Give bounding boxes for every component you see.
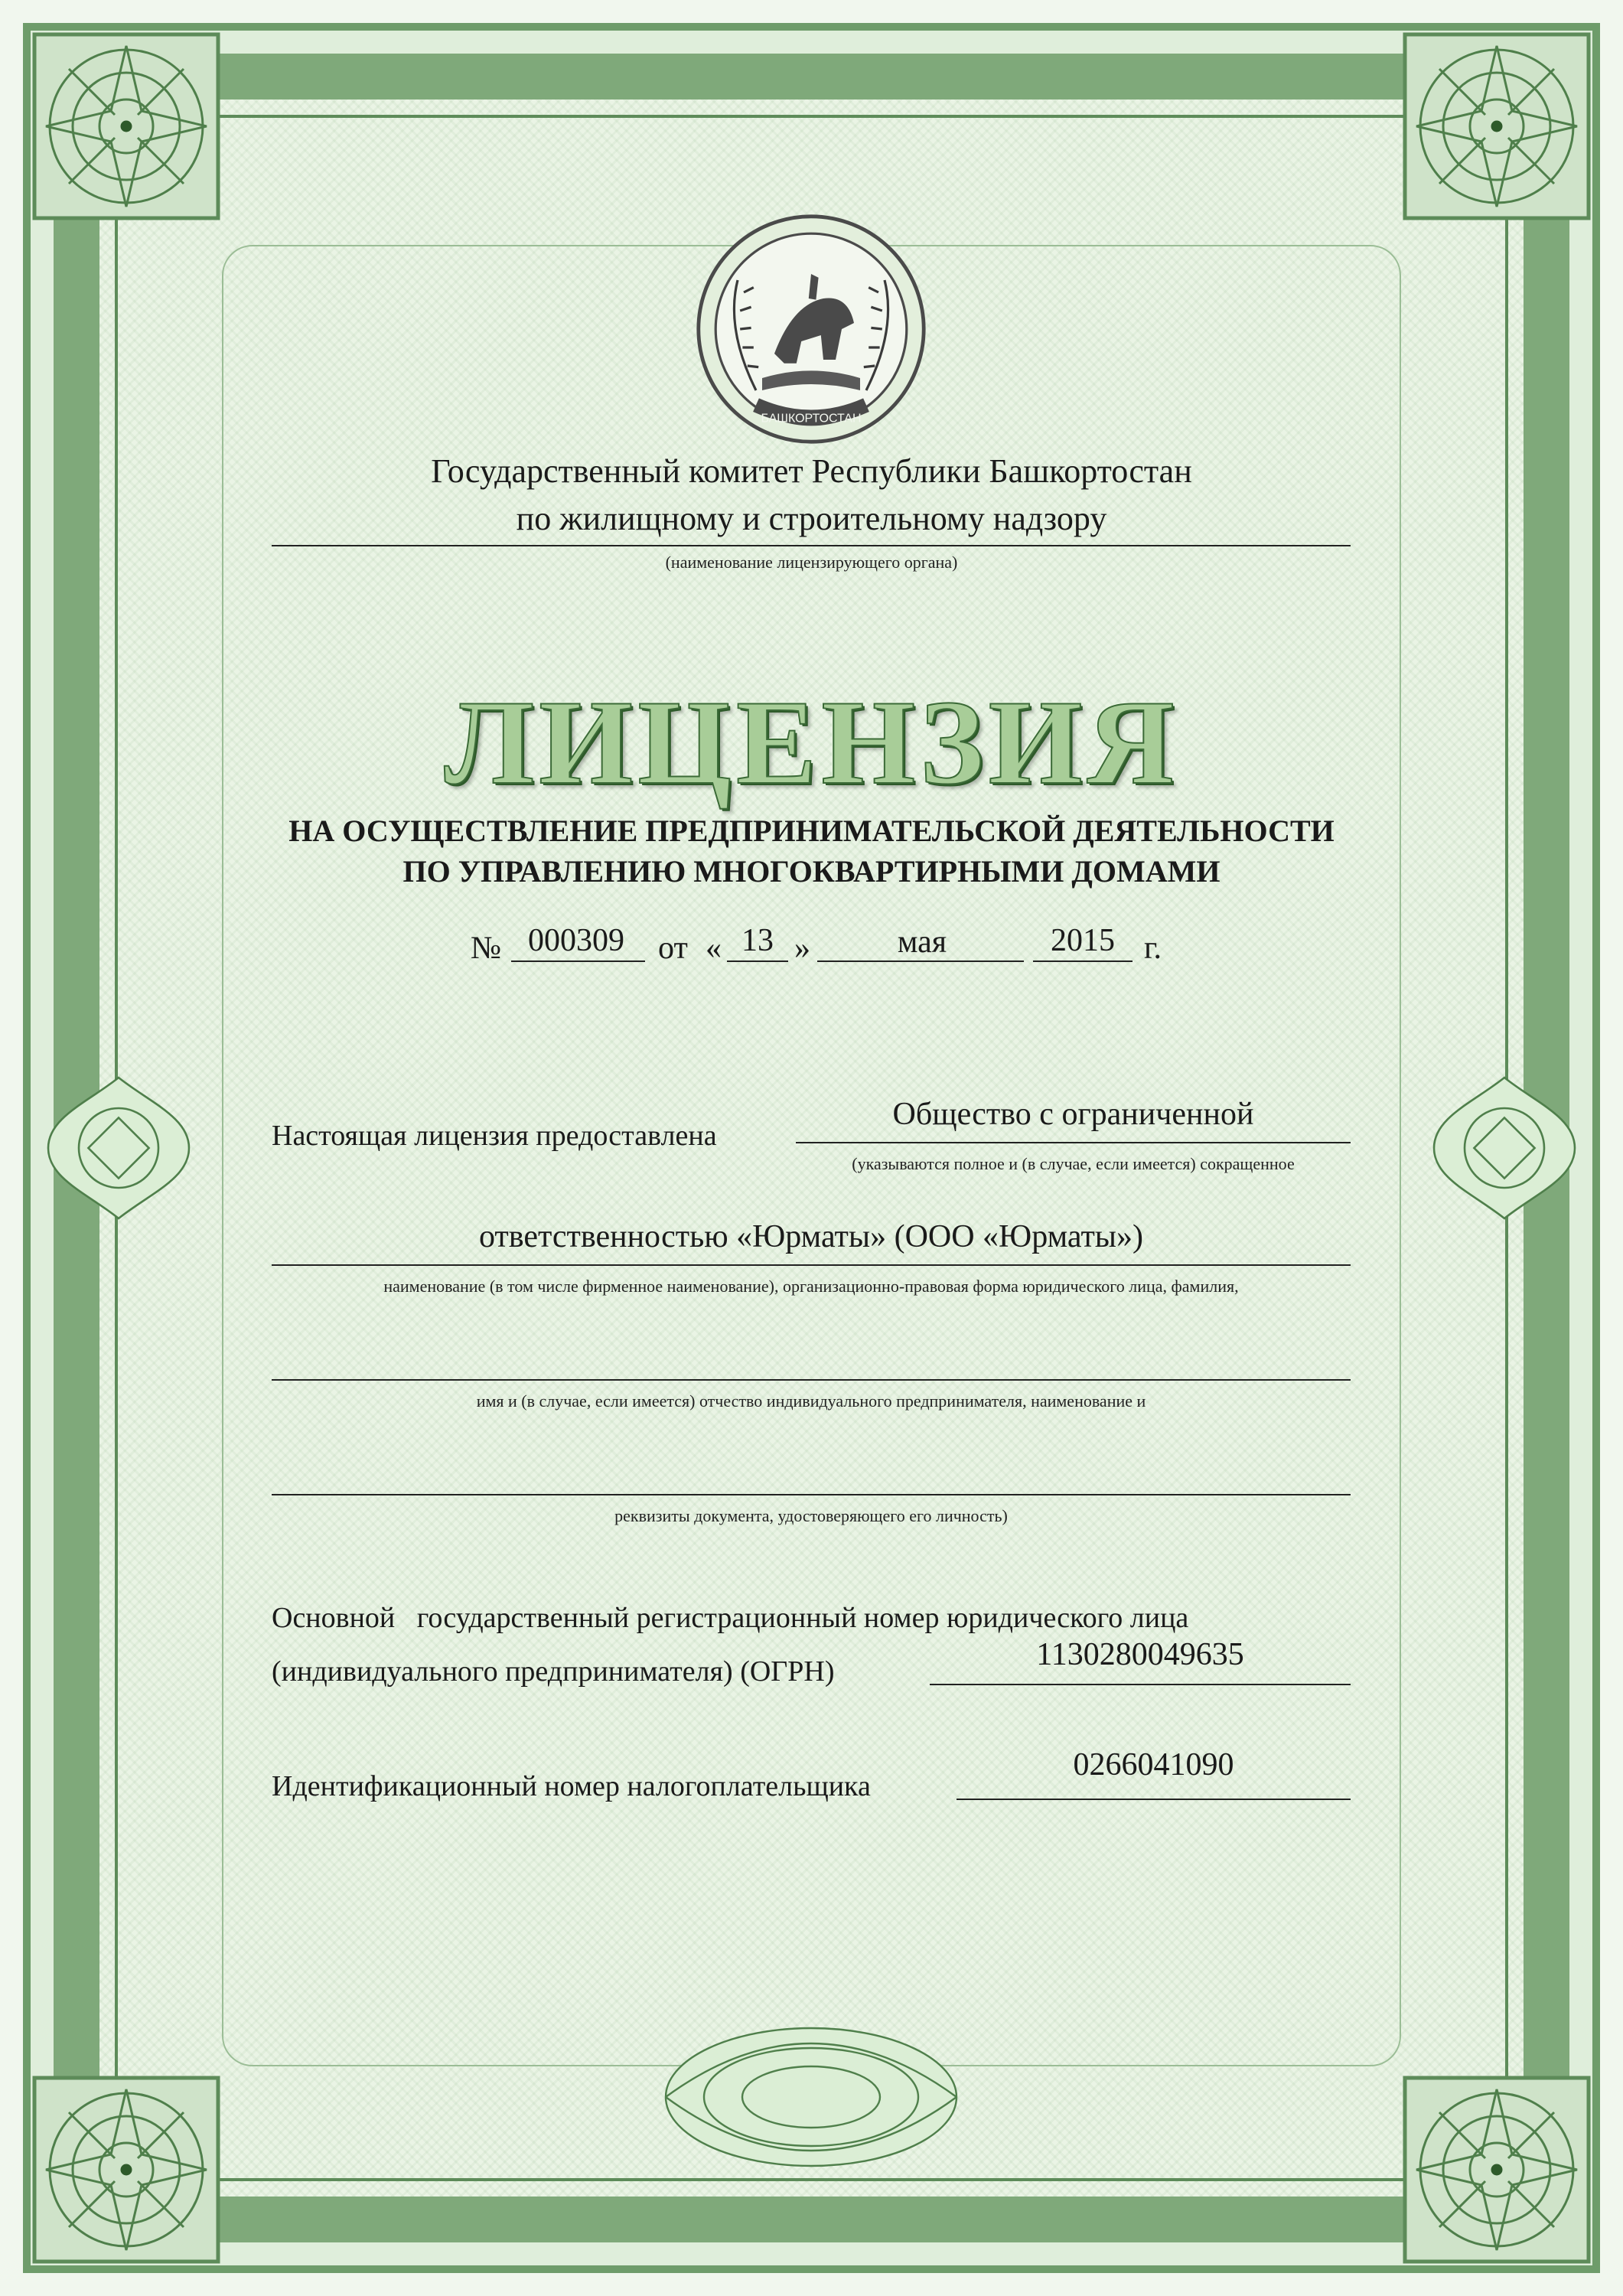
issuer-name-line1: Государственный комитет Республики Башкортостан [431, 452, 1192, 490]
document-subtitle-line1: НА ОСУЩЕСТВЛЕНИЕ ПРЕДПРИНИМАТЕЛЬСКОЙ ДЕЯТЕЛЬНОСТИ [288, 814, 1335, 848]
month-underline [817, 960, 1024, 962]
quote-open: « [706, 931, 722, 966]
year-suffix: г. [1144, 931, 1162, 966]
grantee-caption2: наименование (в том числе фирменное наименование), организационно-правовая форма юридического лица, фамилия, [383, 1277, 1239, 1296]
grantee-value-line1: Общество с ограниченной [892, 1097, 1254, 1132]
medallion-icon [1428, 1071, 1581, 1225]
medallion-icon [42, 1071, 195, 1225]
ogrn-label-line2: (индивидуального предпринимателя) (ОГРН) [272, 1655, 835, 1688]
rosette-icon [31, 31, 222, 222]
quote-close: » [794, 931, 810, 966]
grantee-underline2 [272, 1264, 1351, 1266]
license-day: 13 [741, 923, 774, 958]
bashkortostan-coat-of-arms-icon [689, 207, 934, 452]
rosette-icon [1401, 31, 1592, 222]
license-month: мая [897, 925, 947, 960]
from-label: от [658, 931, 688, 966]
rosette-icon [31, 2074, 222, 2265]
grantee-label: Настоящая лицензия предоставлена [272, 1120, 717, 1152]
inn-label: Идентификационный номер налогоплательщика [272, 1770, 871, 1802]
rosette-icon [1401, 2074, 1592, 2265]
document-subtitle-line2: ПО УПРАВЛЕНИЮ МНОГОКВАРТИРНЫМИ ДОМАМИ [402, 854, 1221, 889]
grantee-value-line2: ответственностью «Юрматы» (ООО «Юрматы») [478, 1219, 1143, 1254]
issuer-name-line2: по жилищному и строительному надзору [516, 500, 1107, 537]
ogrn-label-line1: Основной государственный регистрационный номер юридического лица [272, 1602, 1189, 1634]
issuer-caption: (наименование лицензирующего органа) [665, 553, 958, 572]
number-label: № [471, 931, 502, 966]
license-number: 000309 [528, 923, 624, 958]
grantee-caption1: (указываются полное и (в случае, если имеется) сокращенное [852, 1154, 1295, 1173]
inn-value: 0266041090 [1073, 1747, 1234, 1782]
bottom-ornament [658, 2005, 964, 2174]
issuer-underline [272, 545, 1351, 546]
license-number-row [230, 922, 1393, 968]
grantee-underline3 [272, 1379, 1351, 1381]
number-underline [511, 960, 645, 962]
ogrn-underline [930, 1684, 1351, 1685]
document-title: ЛИЦЕНЗИЯ [444, 676, 1179, 810]
grantee-underline4 [272, 1494, 1351, 1495]
ogrn-value: 1130280049635 [1036, 1637, 1244, 1672]
emblem-ribbon-text: БАШКОРТОСТАН [761, 412, 862, 426]
day-underline [727, 960, 788, 962]
inn-underline [957, 1799, 1351, 1800]
license-year: 2015 [1051, 923, 1115, 958]
year-underline [1033, 960, 1133, 962]
grantee-caption3: имя и (в случае, если имеется) отчество индивидуального предпринимателя, наименование и [476, 1391, 1146, 1411]
grantee-underline1 [796, 1142, 1351, 1143]
grantee-caption4: реквизиты документа, удостоверяющего его личность) [614, 1506, 1008, 1525]
